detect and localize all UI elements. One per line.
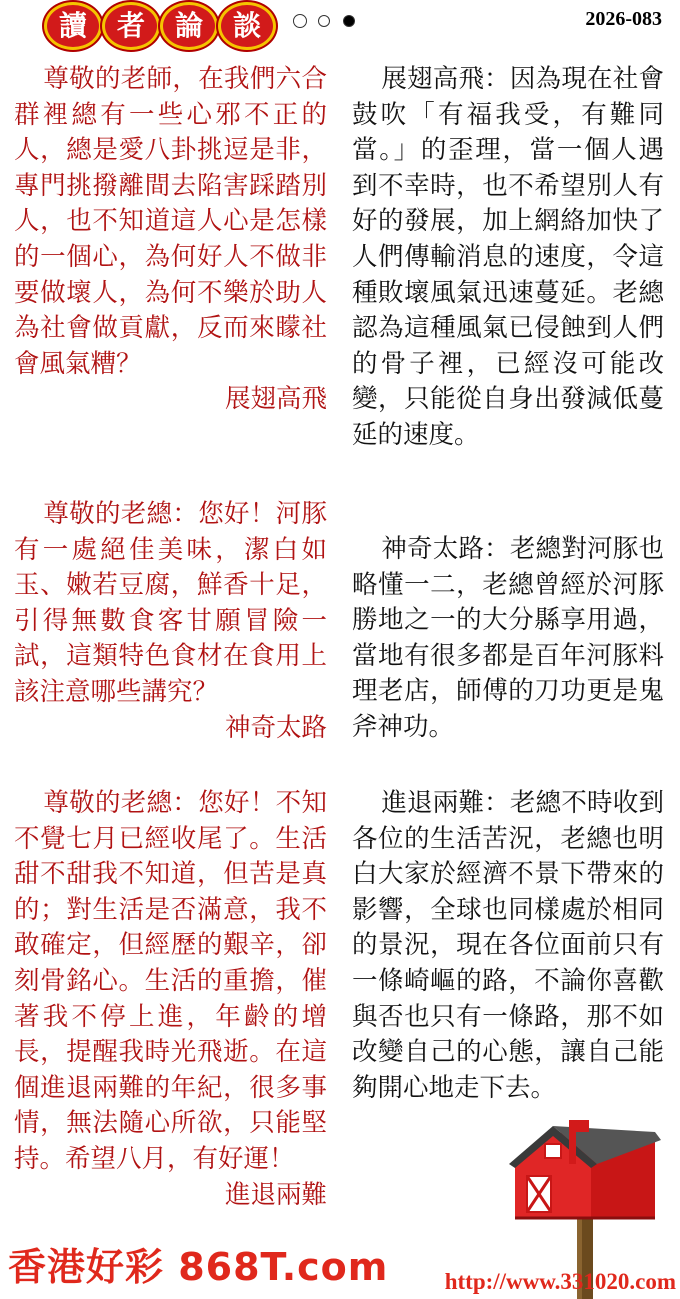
empty-dot-icon bbox=[318, 15, 330, 27]
letter-2 bbox=[14, 497, 327, 746]
letter-body: 尊敬的老總：您好！河豚有一處絕佳美味，潔白如玉、嫩若豆腐，鮮香十足，引得無數食客甘願冒險一試，這類特色食材在食用上該注意哪些講究？ bbox=[14, 499, 327, 707]
letter-1 bbox=[14, 62, 327, 418]
watermark-url: http://www.331020.com bbox=[444, 1269, 676, 1294]
title-char: 者 bbox=[102, 2, 160, 50]
letter-3 bbox=[14, 786, 327, 1213]
title-char: 讀 bbox=[44, 2, 102, 50]
reply-3 bbox=[352, 786, 664, 1106]
letter-body: 尊敬的老師，在我們六合群裡總有一些心邪不正的人，總是愛八卦挑逗是非，專門挑撥離間去陷害踩踏別人，也不知道這人心是怎樣的一個心，為何好人不做非要做壞人，為何不樂於助人為社會做貢獻，反而來矇社會風氣糟？ bbox=[14, 64, 327, 379]
letter-body: 尊敬的老總：您好！不知不覺七月已經收尾了。生活甜不甜我不知道，但苦是真的；對生活是否滿意，我不敢確定，但經歷的艱辛，卻刻骨銘心。生活的重擔，催著我不停上進，年齡的增長，提醒我時光飛逝。在這個進退兩難的年紀，很多事情，無法隨心所欲，只能堅持。希望八月，有好運！ bbox=[14, 788, 327, 1174]
reply-2 bbox=[352, 532, 664, 746]
letter-signature: 展翅高飛 bbox=[224, 384, 327, 415]
reply-text: 進退兩難：老總不時收到各位的生活苦況，老總也明白大家於經濟不景下帶來的影響，全球也同樣處於相同的景況，現在各位面前只有一條崎嶇的路，不論你喜歡與否也只有一條路，那不如改變自己的心態，讓自己能夠開心地走下去。 bbox=[352, 788, 664, 1103]
title-char: 論 bbox=[160, 2, 218, 50]
reply-text: 展翅高飛：因為現在社會鼓吹「有福我受，有難同當。」的歪理，當一個人遇到不幸時，也不希望別人有好的發展，加上網絡加快了人們傳輸消息的速度，令這種敗壞風氣迅速蔓延。老總認為這種風氣已侵蝕到人們的骨子裡，已經沒可能改變，只能從自身出發減低蔓延的速度。 bbox=[352, 64, 664, 450]
empty-dot-icon bbox=[293, 14, 307, 28]
letter-signature: 神奇太路 bbox=[224, 712, 327, 743]
letter-signature: 進退兩難 bbox=[224, 1179, 327, 1210]
header bbox=[0, 0, 680, 48]
issue-number: 2026-083 bbox=[585, 8, 662, 30]
filled-dot-icon bbox=[343, 15, 355, 27]
title-char: 談 bbox=[218, 2, 276, 50]
reply-1 bbox=[352, 62, 664, 454]
watermark-site-name: 香港好彩 868T.com bbox=[8, 1245, 389, 1289]
reply-text: 神奇太路：老總對河豚也略懂一二，老總曾經於河豚勝地之一的大分縣享用過，當地有很多都是百年河豚料理老店，師傅的刀功更是鬼斧神功。 bbox=[352, 534, 664, 742]
